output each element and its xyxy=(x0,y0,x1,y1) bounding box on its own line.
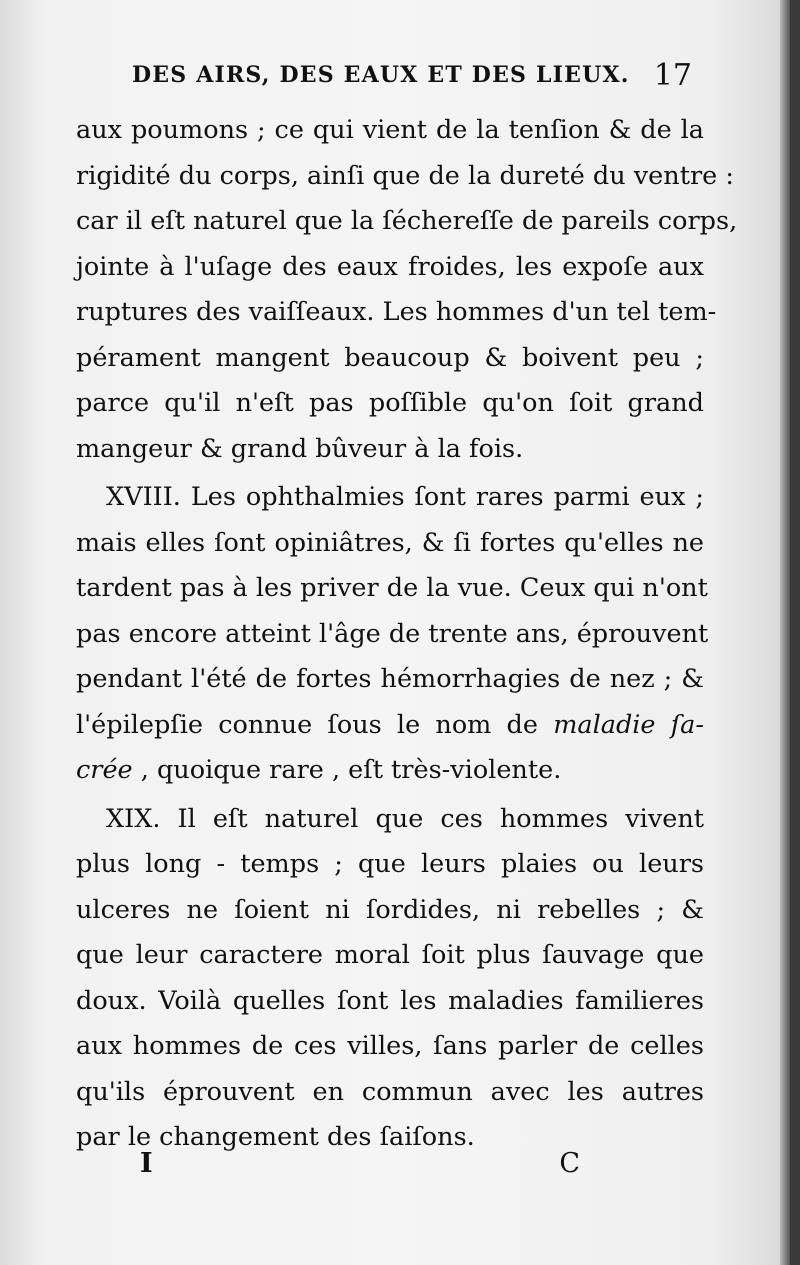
text-line: qu'ils éprouvent en commun avec les autres xyxy=(76,1076,704,1107)
signature-mark: I xyxy=(140,1148,153,1179)
italic-term: crée xyxy=(76,755,133,785)
text-line: aux hommes de ces villes, ſans parler de celles xyxy=(76,1031,704,1061)
text-line: aux poumons ; ce qui vient de la tenſion & de la xyxy=(76,115,704,145)
text-line: pendant l'été de fortes hémorrhagies de nez ; & xyxy=(76,664,704,694)
text-line: par le changement des ſaiſons. xyxy=(76,1122,475,1152)
italic-term: maladie ſa- xyxy=(553,709,704,740)
text-line: rigidité du corps, ainſi que de la dureté du ventre : xyxy=(76,160,734,191)
paragraph-xviii xyxy=(76,475,709,794)
text-line: parce qu'il n'eſt pas poſſible qu'on ſoit grand xyxy=(76,388,704,418)
page-header xyxy=(132,58,692,102)
text-line: que leur caractere moral ſoit plus ſauvage que xyxy=(76,940,704,970)
text-line: XIX. Il eſt naturel que ces hommes vivent xyxy=(106,803,704,834)
text-line: plus long - temps ; que leurs plaies ou leurs xyxy=(76,849,704,879)
text-line: doux. Voilà quelles ſont les maladies familieres xyxy=(76,985,704,1016)
text-line: XVIII. Les ophthalmies ſont rares parmi eux ; xyxy=(106,482,704,512)
page-edge xyxy=(780,0,790,1265)
text-line: pas encore atteint l'âge de trente ans, éprouvent xyxy=(76,618,709,649)
gathering-letter: C xyxy=(559,1148,580,1179)
text-line: pérament mangent beaucoup & boivent peu ; xyxy=(76,342,704,373)
text-line: ulceres ne ſoient ni ſordides, ni rebelles ; & xyxy=(76,894,704,925)
paragraph-xix xyxy=(76,797,704,1161)
paragraph-1 xyxy=(76,108,738,472)
page-footer xyxy=(140,1148,580,1188)
text-line: mangeur & grand bûveur à la fois. xyxy=(76,433,524,464)
text-line: ruptures des vaiſſeaux. Les hommes d'un tel tem- xyxy=(76,297,717,327)
page-body xyxy=(76,108,738,1161)
text-line: car il eſt naturel que la ſéchereſſe de pareils corps, xyxy=(76,206,738,236)
text-line xyxy=(76,703,704,749)
text-span: l'épilepſie connue ſous le nom de xyxy=(76,709,538,740)
text-line: mais elles ſont opiniâtres, & ſi fortes qu'elles ne xyxy=(76,527,704,558)
page-number: 17 xyxy=(653,58,692,93)
text-line: jointe à l'uſage des eaux froides, les expoſe aux xyxy=(76,251,704,282)
text-line: crée , quoique rare , eſt très-violente. xyxy=(76,755,562,785)
running-head: DES AIRS, DES EAUX ET DES LIEUX. xyxy=(132,62,630,88)
text-line: tardent pas à les priver de la vue. Ceux qui n'ont xyxy=(76,573,708,603)
